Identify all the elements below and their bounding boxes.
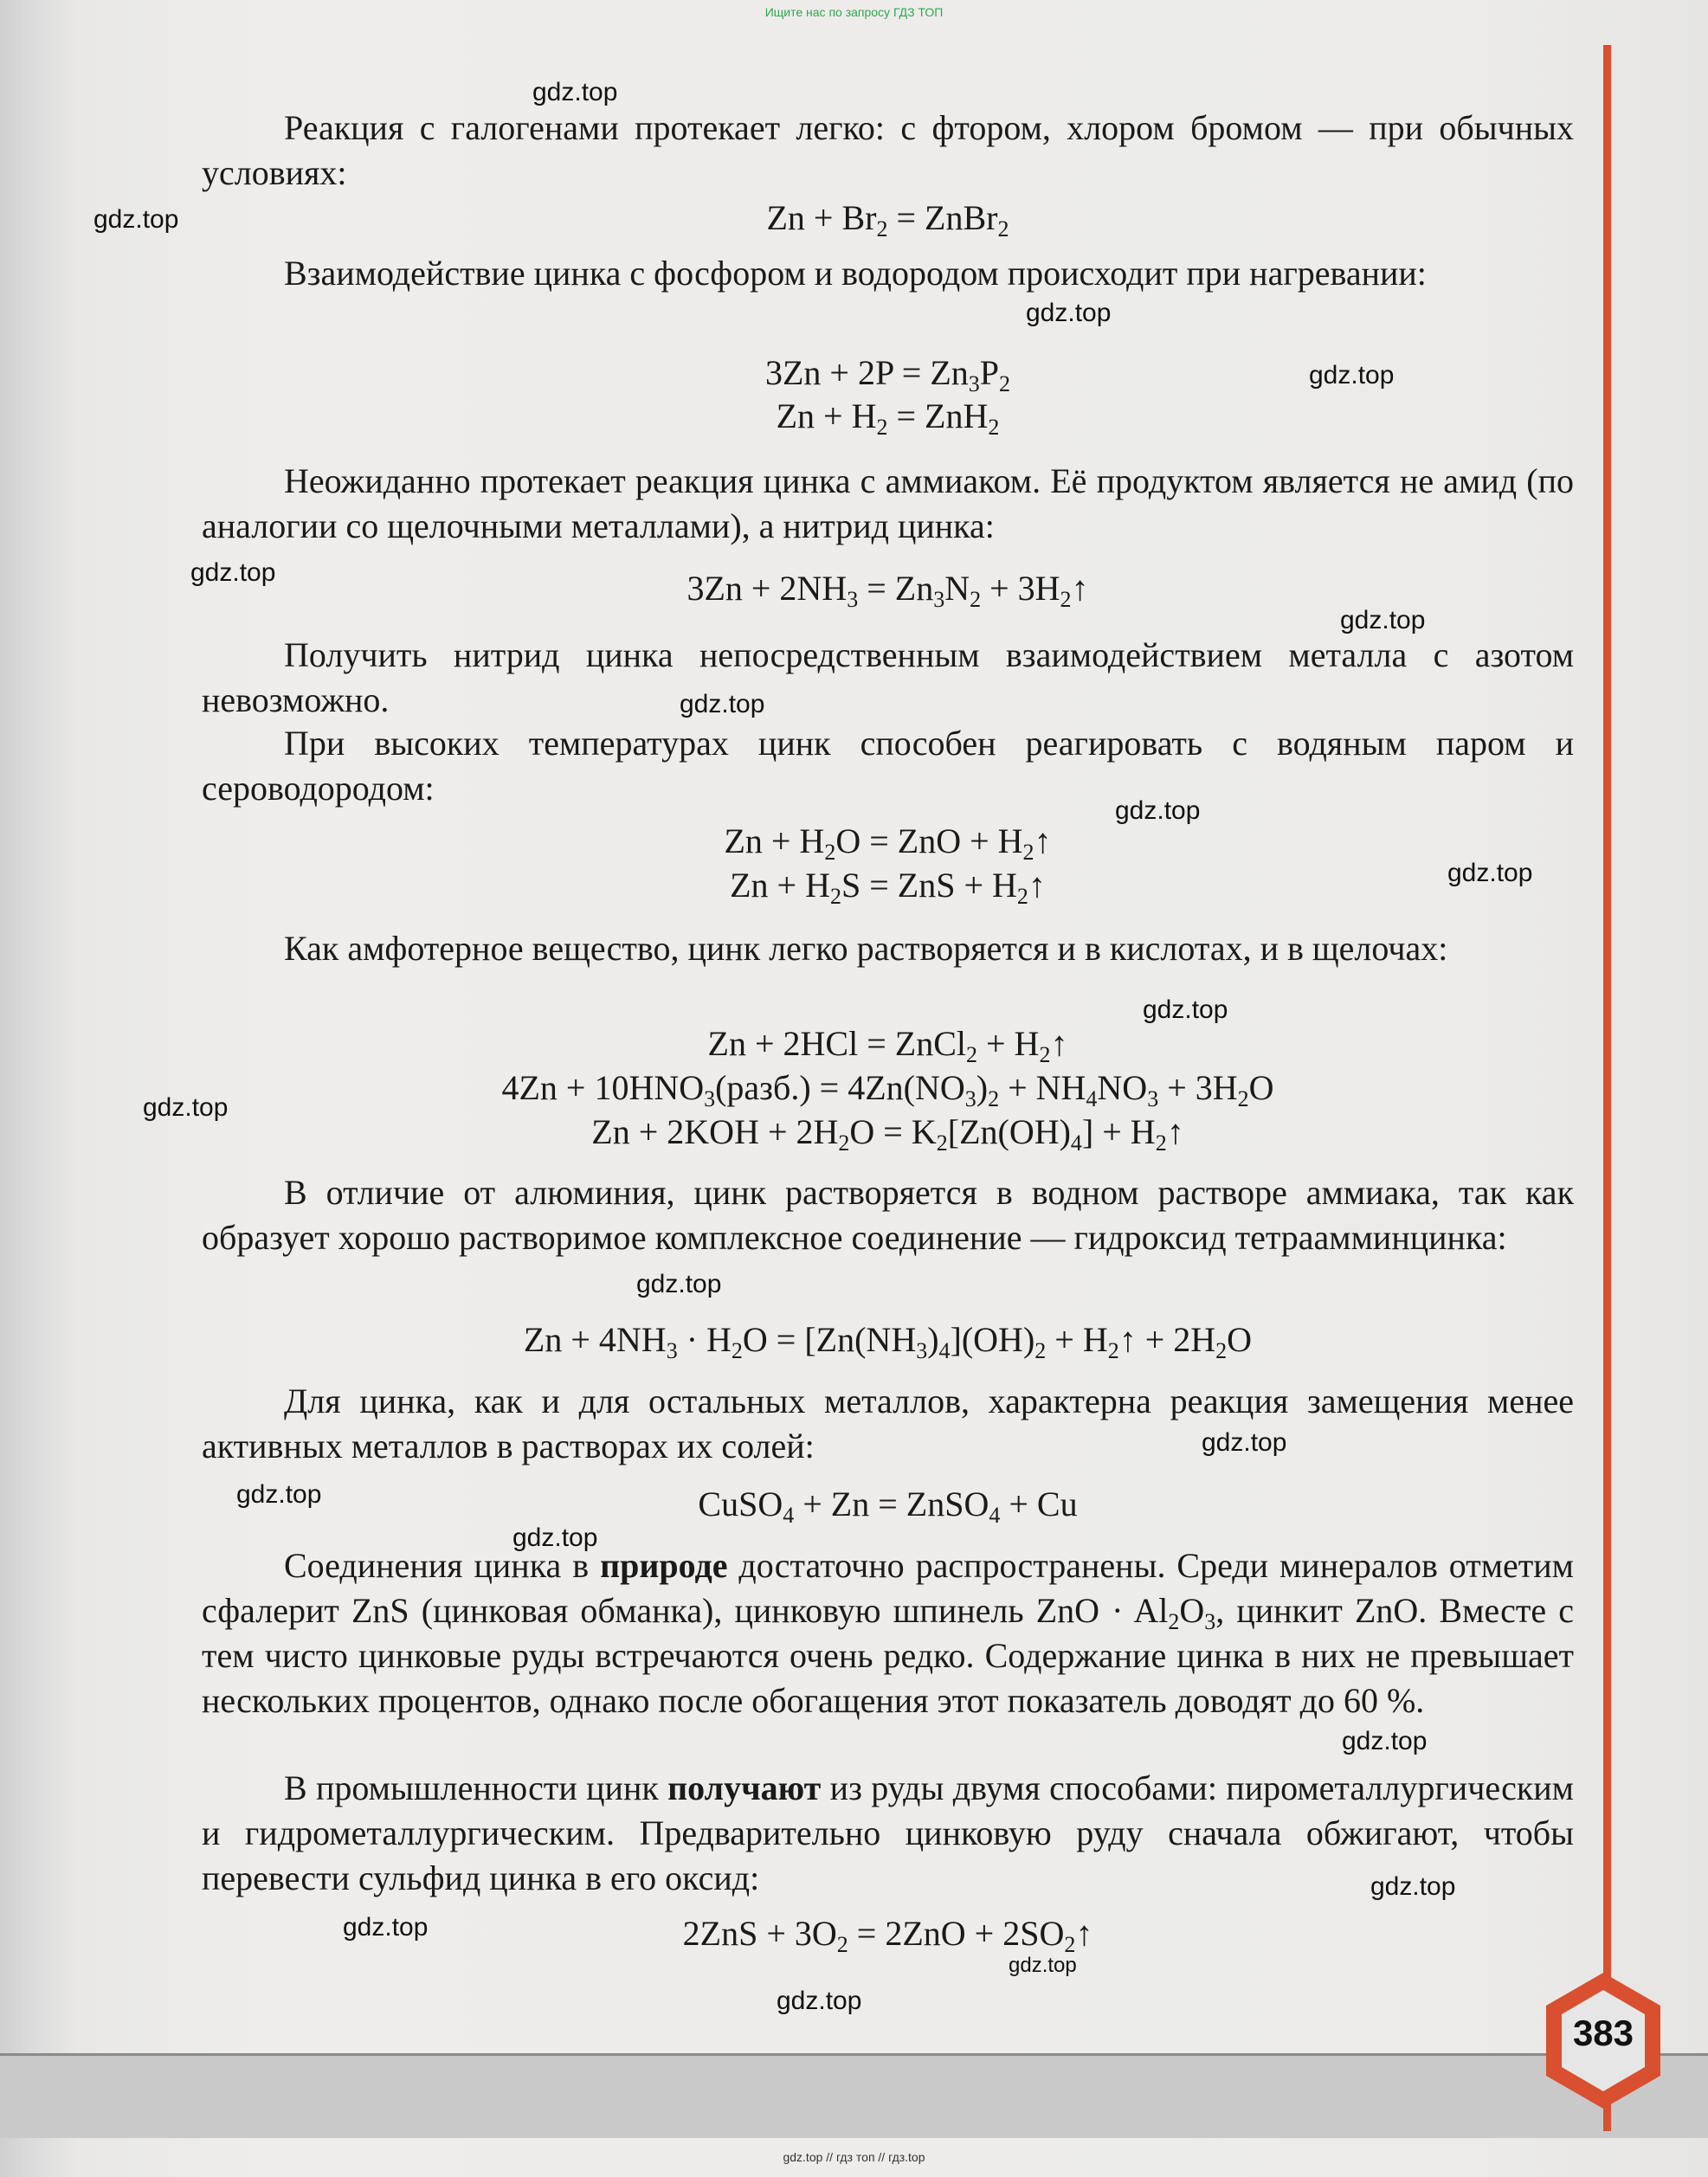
equation-text: = 2ZnO + 2SO [848,1914,1065,1953]
equation-subscript: 2 [1016,884,1028,909]
paragraph-nitride: Получить нитрид цинка непосредственным взаимодействием металла с азотом невозможно. [202,635,1574,719]
equation-text: Zn + 4NH [523,1320,667,1359]
equation-subscript: 2 [999,371,1010,396]
watermark: gdz.top [1202,1428,1287,1457]
equation-subscript: 2 [1107,1338,1119,1363]
equation-text: ↑ [1075,1914,1093,1953]
equation-text: 2ZnS + 3O [682,1914,837,1953]
equation-subscript: 2 [1215,1338,1228,1363]
equation-zn-hcl [202,1021,1574,1066]
equation-text: = Zn [858,569,934,608]
equation-text: P [979,353,999,392]
equation-subscript: 2 [970,587,982,612]
equation-subscript: 4 [1070,1130,1082,1156]
equation-zn-hno3 [202,1066,1574,1111]
equation-text: 3Zn + 2P = Zn [765,353,969,392]
equation-text: + Cu [1000,1485,1078,1523]
equation-subscript: 2 [1060,587,1072,612]
accent-line [1603,45,1611,2131]
equation-text: ↑ + 2H [1118,1320,1216,1359]
header-watermark: Ищите нас по запросу ГДЗ ТОП [764,5,944,19]
equation-text: N [944,569,970,608]
equation-text: + Zn = ZnSO [794,1485,989,1523]
watermark: gdz.top [1009,1954,1077,1977]
equation-subscript: 4 [989,1503,1001,1528]
equation-text: + 3H [1158,1068,1238,1107]
equation-zn-h2 [202,394,1574,439]
equation-subscript: 4 [938,1338,951,1363]
watermark: gdz.top [143,1093,229,1122]
equation-text: ↑ [1028,866,1046,905]
equation-text: = ZnBr [887,198,998,237]
equation-subscript: 2 [731,1338,743,1363]
equation-subscript: 2 [836,1932,848,1957]
equation-text: Zn + H [730,866,830,905]
watermark: gdz.top [1370,1872,1456,1901]
equation-text: Zn + Br [766,198,877,237]
equation-subscript: 2 [824,840,836,865]
equation-subscript: 3 [933,587,945,612]
equation-subscript: 2 [1034,1338,1047,1363]
paragraph-steam: При высоких температурах цинк способен реагировать с водяным паром и сероводородом: [202,724,1574,808]
watermark: gdz.top [777,1987,862,2015]
watermark: gdz.top [1026,299,1112,327]
paragraph-nature: Соединения цинка в природе достаточно распространены. Среди минералов отметим сфалерит ZnS (цинковая обманка), цинковую шпинель ZnO · $Al_2O_3$, цинкит ZnO. Вместе с тем чисто цинковые руды встречаются очень редко. Содержание цинка в них не превышает нескольких процентов, однако после обогащения этот показатель доводят до 60 %. [202,1546,1574,1720]
equation-text: ](OH) [950,1320,1035,1359]
equation-subscript: 2 [988,1086,1000,1111]
watermark: gdz.top [93,205,179,234]
equation-subscript: 2 [838,1130,850,1156]
paragraph-industry: В промышленности цинк получают из руды двумя способами: пирометаллургическим и гидрометаллургическим. Предварительно цинковую руду сначала обжигают, чтобы перевести сульфид цинка в его оксид: [202,1768,1574,1897]
equation-text: ↑ [1166,1112,1184,1151]
equation-text: + 3H [981,569,1060,608]
equation-text: S = ZnS + H [841,866,1017,905]
equation-subscript: 2 [997,216,1009,242]
equation-text: Zn + 2KOH + 2H [591,1112,839,1151]
equation-subscript: 2 [829,884,841,909]
equation-subscript: 2 [1039,1042,1051,1067]
equation-text: ↑ [1050,1024,1068,1063]
watermark: gdz.top [1447,859,1533,887]
equation-text: Zn + H [724,821,825,860]
equation-subscript: 3 [1147,1086,1159,1111]
equation-text: O = K [849,1112,937,1151]
equation-subscript: 3 [666,1338,678,1363]
equation-text: 4Zn + 10HNO [501,1068,705,1107]
equation-text: = ZnH [887,396,989,435]
watermark: gdz.top [1340,606,1426,634]
watermark: gdz.top [532,78,618,106]
paragraph-halogens: Реакция с галогенами протекает легко: с фтором, хлором бромом — при обычных условиях: [202,108,1574,192]
equation-text: Zn + 2HCl = ZnCl [707,1024,966,1063]
equation-text: [Zn(OH) [947,1112,1071,1151]
equation-text: ↑ [1034,821,1052,860]
watermark: gdz.top [1309,361,1395,390]
equation-text: Zn + H [776,396,877,435]
watermark: gdz.top [512,1523,598,1552]
equation-subscript: 3 [964,1086,976,1111]
footer-watermark: gdz.top // гдз топ // гдз.top [783,2150,925,2164]
equation-text: ↑ [1071,569,1089,608]
equation-zn-h2s [202,863,1574,908]
equation-text: O [1248,1068,1274,1107]
page-number: 383 [1572,2013,1634,2053]
equation-text: ) [976,1068,989,1107]
equation-subscript: 2 [1064,1932,1076,1957]
equation-subscript: 3 [916,1338,928,1363]
equation-subscript: 2 [966,1042,977,1067]
equation-text: NO [1097,1068,1148,1107]
equation-text: CuSO [698,1485,783,1523]
equation-text: ) [927,1320,939,1359]
equation-text: + H [977,1024,1040,1063]
equation-zn-koh [202,1110,1574,1155]
equation-zn-h2o [202,819,1574,864]
equation-text: + H [1046,1320,1108,1359]
equation-subscript: 2 [1022,840,1034,865]
equation-text: · H [677,1320,732,1359]
equation-subscript: 4 [783,1503,795,1528]
equation-subscript: 4 [1086,1086,1098,1111]
watermark: gdz.top [1342,1727,1428,1755]
watermark: gdz.top [343,1913,429,1942]
paragraph-ammonia: Неожиданно протекает реакция цинка с аммиаком. Её продуктом является не амид (по аналогии со щелочными металлами), а нитрид цинка: [202,461,1574,545]
equation-subscript: 2 [988,415,1000,440]
equation-text: O = [Zn(NH [742,1320,917,1359]
equation-cuso4-zn [202,1482,1574,1527]
equation-subscript: 2 [1237,1086,1249,1111]
watermark: gdz.top [190,558,276,587]
equation-zn-br2 [202,196,1574,241]
bottom-band [0,2053,1708,2138]
paragraph-ammonia-solution: В отличие от алюминия, цинк растворяется в водном растворе аммиака, так как образует хорошо растворимое комплексное соединение — гидроксид тетраамминцинка: [202,1173,1574,1257]
equation-text: (разб.) = 4Zn(NO [715,1068,965,1107]
watermark: gdz.top [1143,995,1228,1024]
equation-zn-nh3 [202,566,1574,611]
equation-zn-nh3-h2o [202,1317,1574,1362]
equation-text: O [1227,1320,1253,1359]
equation-subscript: 2 [876,415,888,440]
watermark: gdz.top [1115,796,1201,825]
equation-subscript: 3 [704,1086,716,1111]
paragraph-amphoteric: Как амфотерное вещество, цинк легко растворяется и в кислотах, и в щелочах: [284,929,1448,968]
paragraph-substitution: Для цинка, как и для остальных металлов, характерна реакция замещения менее активных металлов в растворах их солей: [202,1382,1574,1465]
watermark: gdz.top [680,690,765,718]
equation-subscript: 2 [936,1130,948,1156]
paragraph-phosphorus-hydrogen: Взаимодействие цинка с фосфором и водородом происходит при нагревании: [284,254,1427,293]
equation-subscript: 3 [968,371,980,396]
equation-subscript: 2 [1155,1130,1167,1156]
equation-text: O = ZnO + H [835,821,1023,860]
equation-text: + NH [999,1068,1086,1107]
equation-text: 3Zn + 2NH [686,569,848,608]
equation-subscript: 2 [876,216,888,242]
watermark: gdz.top [236,1480,322,1509]
watermark: gdz.top [636,1270,722,1298]
equation-subscript: 3 [847,587,859,612]
equation-text: ] + H [1081,1112,1156,1151]
